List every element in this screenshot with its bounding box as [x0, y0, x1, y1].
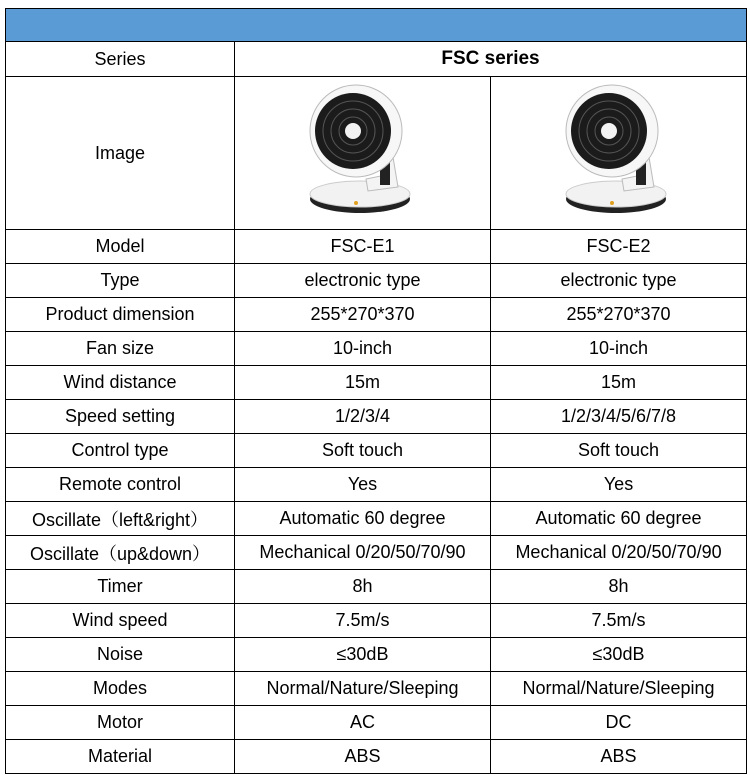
row-label: Control type — [6, 434, 235, 468]
header-banner — [6, 9, 747, 42]
row-label: Type — [6, 264, 235, 298]
row-label: Oscillate（up&down） — [6, 536, 235, 570]
row-value: ≤30dB — [491, 638, 747, 672]
row-value: 255*270*370 — [491, 298, 747, 332]
image-row — [6, 77, 747, 230]
spec-table-container — [5, 8, 746, 774]
row-value: ABS — [235, 740, 491, 774]
row-value: Mechanical 0/20/50/70/90 — [235, 536, 491, 570]
table-row — [6, 298, 747, 332]
table-row — [6, 468, 747, 502]
image-label: Image — [6, 77, 235, 230]
row-value: 1/2/3/4 — [235, 400, 491, 434]
table-row — [6, 672, 747, 706]
row-value: Normal/Nature/Sleeping — [491, 672, 747, 706]
row-value: ≤30dB — [235, 638, 491, 672]
series-label: Series — [6, 42, 235, 77]
row-value: 10-inch — [491, 332, 747, 366]
row-label: Product dimension — [6, 298, 235, 332]
row-value: electronic type — [491, 264, 747, 298]
table-row — [6, 366, 747, 400]
row-label: Modes — [6, 672, 235, 706]
row-value: Yes — [491, 468, 747, 502]
row-value: 255*270*370 — [235, 298, 491, 332]
row-label: Speed setting — [6, 400, 235, 434]
row-label: Timer — [6, 570, 235, 604]
series-value: FSC series — [235, 42, 747, 77]
row-value: Automatic 60 degree — [491, 502, 747, 536]
table-row — [6, 230, 747, 264]
row-value: FSC-E2 — [491, 230, 747, 264]
spec-table — [5, 8, 747, 774]
table-row — [6, 536, 747, 570]
row-value: 10-inch — [235, 332, 491, 366]
row-value: Soft touch — [235, 434, 491, 468]
row-value: Yes — [235, 468, 491, 502]
row-value: 15m — [235, 366, 491, 400]
row-value: 15m — [491, 366, 747, 400]
row-value: 7.5m/s — [235, 604, 491, 638]
row-label: Material — [6, 740, 235, 774]
row-value: AC — [235, 706, 491, 740]
table-row — [6, 570, 747, 604]
row-value: electronic type — [235, 264, 491, 298]
table-row — [6, 332, 747, 366]
table-row — [6, 264, 747, 298]
table-row — [6, 604, 747, 638]
banner-cell — [6, 9, 747, 42]
row-value: DC — [491, 706, 747, 740]
row-value: Mechanical 0/20/50/70/90 — [491, 536, 747, 570]
table-row — [6, 740, 747, 774]
row-label: Wind distance — [6, 366, 235, 400]
series-row — [6, 42, 747, 77]
table-row — [6, 706, 747, 740]
row-value: 8h — [491, 570, 747, 604]
fan-image — [298, 79, 428, 227]
table-row — [6, 502, 747, 536]
row-label: Motor — [6, 706, 235, 740]
row-value: Normal/Nature/Sleeping — [235, 672, 491, 706]
row-value: FSC-E1 — [235, 230, 491, 264]
row-value: Soft touch — [491, 434, 747, 468]
table-row — [6, 434, 747, 468]
row-label: Wind speed — [6, 604, 235, 638]
fan-image — [554, 79, 684, 227]
product-image-cell — [491, 77, 747, 230]
row-value: 1/2/3/4/5/6/7/8 — [491, 400, 747, 434]
row-value: Automatic 60 degree — [235, 502, 491, 536]
table-row — [6, 400, 747, 434]
row-value: 7.5m/s — [491, 604, 747, 638]
row-label: Oscillate（left&right） — [6, 502, 235, 536]
product-image-cell — [235, 77, 491, 230]
row-label: Fan size — [6, 332, 235, 366]
row-label: Model — [6, 230, 235, 264]
row-value: 8h — [235, 570, 491, 604]
row-value: ABS — [491, 740, 747, 774]
table-row — [6, 638, 747, 672]
row-label: Noise — [6, 638, 235, 672]
row-label: Remote control — [6, 468, 235, 502]
